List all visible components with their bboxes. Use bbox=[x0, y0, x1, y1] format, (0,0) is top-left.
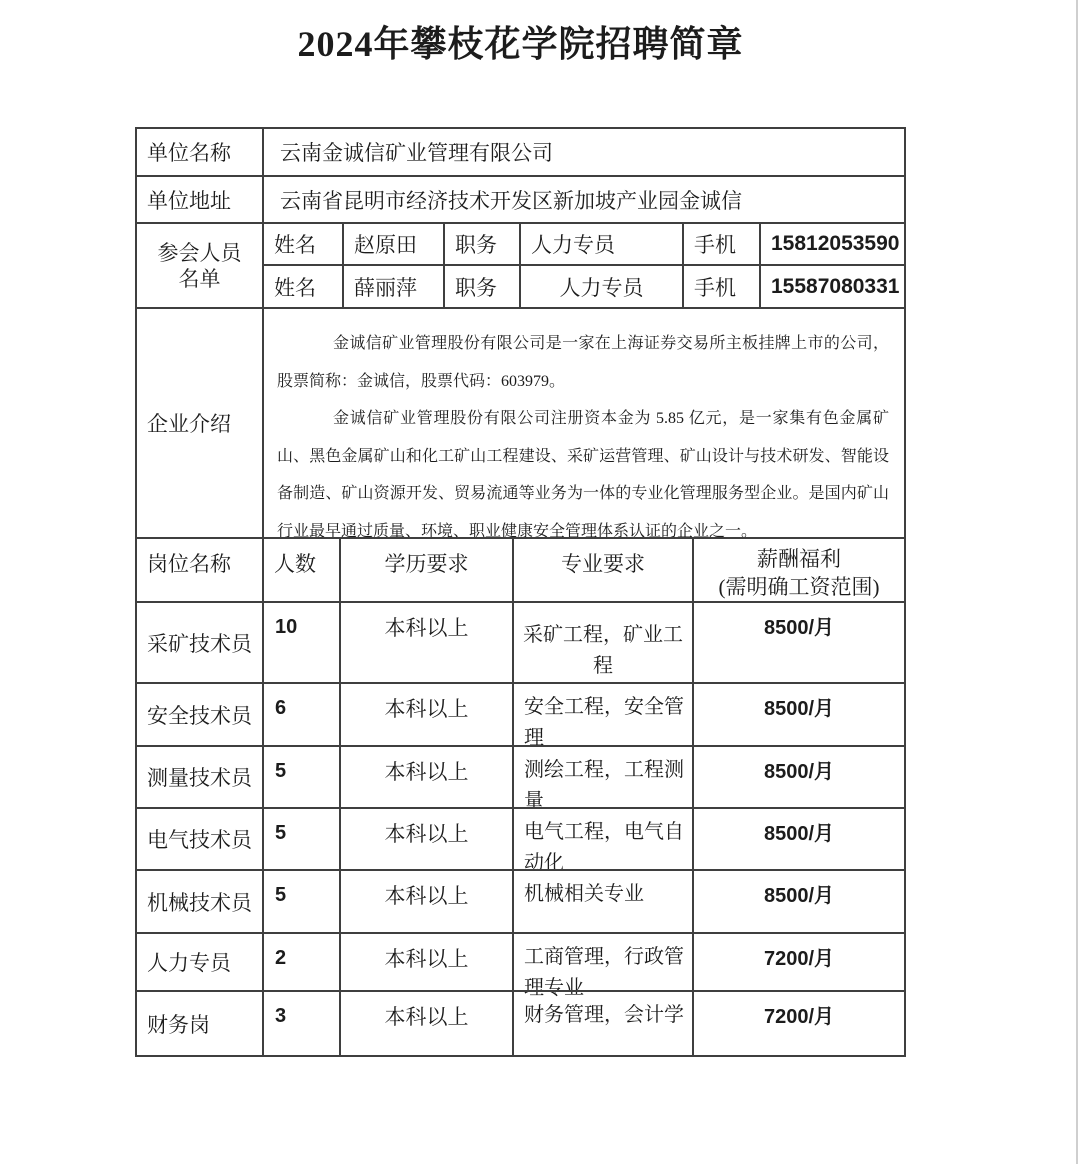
job-position: 测量技术员 bbox=[147, 766, 252, 790]
jobs-header-salary-line1: 薪酬福利 bbox=[757, 547, 841, 571]
jobs-header-count: 人数 bbox=[262, 539, 339, 601]
job-salary: 8500/月 bbox=[692, 603, 904, 682]
job-major: 财务管理，会计学 bbox=[512, 992, 692, 1055]
job-salary: 7200/月 bbox=[692, 992, 904, 1055]
document-title: 2024年攀枝花学院招聘简章 bbox=[297, 24, 744, 64]
job-education: 本科以上 bbox=[339, 992, 512, 1055]
job-major: 采矿工程，矿业工程 bbox=[512, 603, 692, 682]
job-education: 本科以上 bbox=[339, 934, 512, 990]
job-position: 人力专员 bbox=[147, 951, 231, 975]
company-intro-label: 企业介绍 bbox=[147, 412, 231, 436]
company-intro-row bbox=[137, 307, 904, 540]
attendee2-phone: 15587080331 bbox=[759, 266, 904, 307]
job-education: 本科以上 bbox=[339, 603, 512, 682]
attendee1-name-label: 姓名 bbox=[274, 233, 316, 257]
job-row-survey-tech bbox=[137, 745, 904, 812]
jobs-header-major: 专业要求 bbox=[512, 539, 692, 601]
attendees-label bbox=[137, 224, 262, 307]
job-salary: 8500/月 bbox=[692, 747, 904, 807]
attendees-label-line2: 名单 bbox=[178, 266, 221, 291]
attendee1-phone-label: 手机 bbox=[682, 224, 759, 264]
jobs-header-education: 学历要求 bbox=[339, 539, 512, 601]
attendee1-name: 赵原田 bbox=[342, 224, 443, 264]
job-count: 6 bbox=[262, 684, 339, 745]
job-major: 工商管理，行政管理专业 bbox=[512, 934, 692, 990]
unit-address-label: 单位地址 bbox=[147, 188, 231, 213]
job-major: 电气工程，电气自动化 bbox=[512, 809, 692, 869]
job-count: 5 bbox=[262, 747, 339, 807]
jobs-header-salary-line2: (需明确工资范围) bbox=[718, 575, 880, 599]
attendee2-phone-label: 手机 bbox=[682, 266, 759, 307]
job-row-mining-tech bbox=[137, 601, 904, 682]
recruitment-table bbox=[135, 127, 906, 1057]
company-intro-text bbox=[262, 309, 904, 540]
job-major: 机械相关专业 bbox=[512, 871, 692, 932]
job-education: 本科以上 bbox=[339, 747, 512, 807]
unit-name-row bbox=[137, 129, 904, 175]
unit-name-label: 单位名称 bbox=[147, 141, 231, 165]
unit-address-row bbox=[137, 175, 904, 222]
job-position: 电气技术员 bbox=[147, 828, 252, 852]
job-salary: 8500/月 bbox=[692, 684, 904, 745]
unit-address-value: 云南省昆明市经济技术开发区新加坡产业园金诚信 bbox=[262, 177, 904, 222]
attendees-row bbox=[137, 222, 904, 307]
job-count: 10 bbox=[262, 603, 339, 682]
job-major: 测绘工程，工程测量 bbox=[512, 747, 692, 807]
attendee2-title-label: 职务 bbox=[443, 266, 519, 307]
job-count: 5 bbox=[262, 871, 339, 932]
job-education: 本科以上 bbox=[339, 809, 512, 869]
job-major: 安全工程，安全管理 bbox=[512, 684, 692, 745]
attendee-row-1 bbox=[264, 224, 904, 264]
job-position: 安全技术员 bbox=[147, 703, 252, 728]
job-row-finance bbox=[137, 990, 904, 1055]
attendee-row-2 bbox=[264, 264, 904, 307]
attendee1-title-label: 职务 bbox=[443, 224, 519, 264]
unit-name-value: 云南金诚信矿业管理有限公司 bbox=[262, 129, 904, 175]
attendee1-title: 人力专员 bbox=[519, 224, 682, 264]
job-education: 本科以上 bbox=[339, 871, 512, 932]
jobs-header-position: 岗位名称 bbox=[147, 552, 231, 576]
job-row-hr-specialist bbox=[137, 932, 904, 999]
job-count: 3 bbox=[262, 992, 339, 1055]
attendees-subtable bbox=[262, 224, 904, 307]
job-education: 本科以上 bbox=[339, 684, 512, 745]
job-position: 采矿技术员 bbox=[147, 631, 252, 656]
jobs-header-salary bbox=[692, 539, 904, 601]
scan-page-edge-line bbox=[1076, 0, 1078, 1164]
intro-paragraph-2: 金诚信矿业管理股份有限公司注册资本金为 5.85 亿元，是一家集有色金属矿山、黑色金属矿山和化工矿山工程建设、采矿运营管理、矿山设计与技术研发、智能设备制造、矿山资源开发、贸易流通等业务为一体的专业化管理服务型企业。是国内矿山行业最早通过质量、环境、职业健康安全管理体系认证的企业之一。 bbox=[277, 410, 889, 540]
job-salary: 7200/月 bbox=[692, 934, 904, 990]
attendee2-title: 人力专员 bbox=[519, 266, 682, 307]
jobs-header-row bbox=[137, 537, 904, 601]
job-salary: 8500/月 bbox=[692, 809, 904, 869]
job-count: 2 bbox=[262, 934, 339, 990]
attendees-label-line1: 参会人员 bbox=[157, 240, 242, 265]
job-row-safety-tech bbox=[137, 682, 904, 749]
job-salary: 8500/月 bbox=[692, 871, 904, 932]
job-row-electrical-tech bbox=[137, 807, 904, 874]
job-row-mechanical-tech bbox=[137, 869, 904, 932]
job-position: 机械技术员 bbox=[147, 890, 252, 915]
attendee2-name: 薛丽萍 bbox=[342, 266, 443, 307]
job-count: 5 bbox=[262, 809, 339, 869]
job-position: 财务岗 bbox=[147, 1012, 210, 1037]
attendee2-name-label: 姓名 bbox=[274, 275, 316, 300]
intro-paragraph-1: 金诚信矿业管理股份有限公司是一家在上海证券交易所主板挂牌上市的公司，股票简称：金诚信，股票代码：603979。 bbox=[277, 335, 889, 390]
attendee1-phone: 15812053590 bbox=[759, 224, 904, 264]
